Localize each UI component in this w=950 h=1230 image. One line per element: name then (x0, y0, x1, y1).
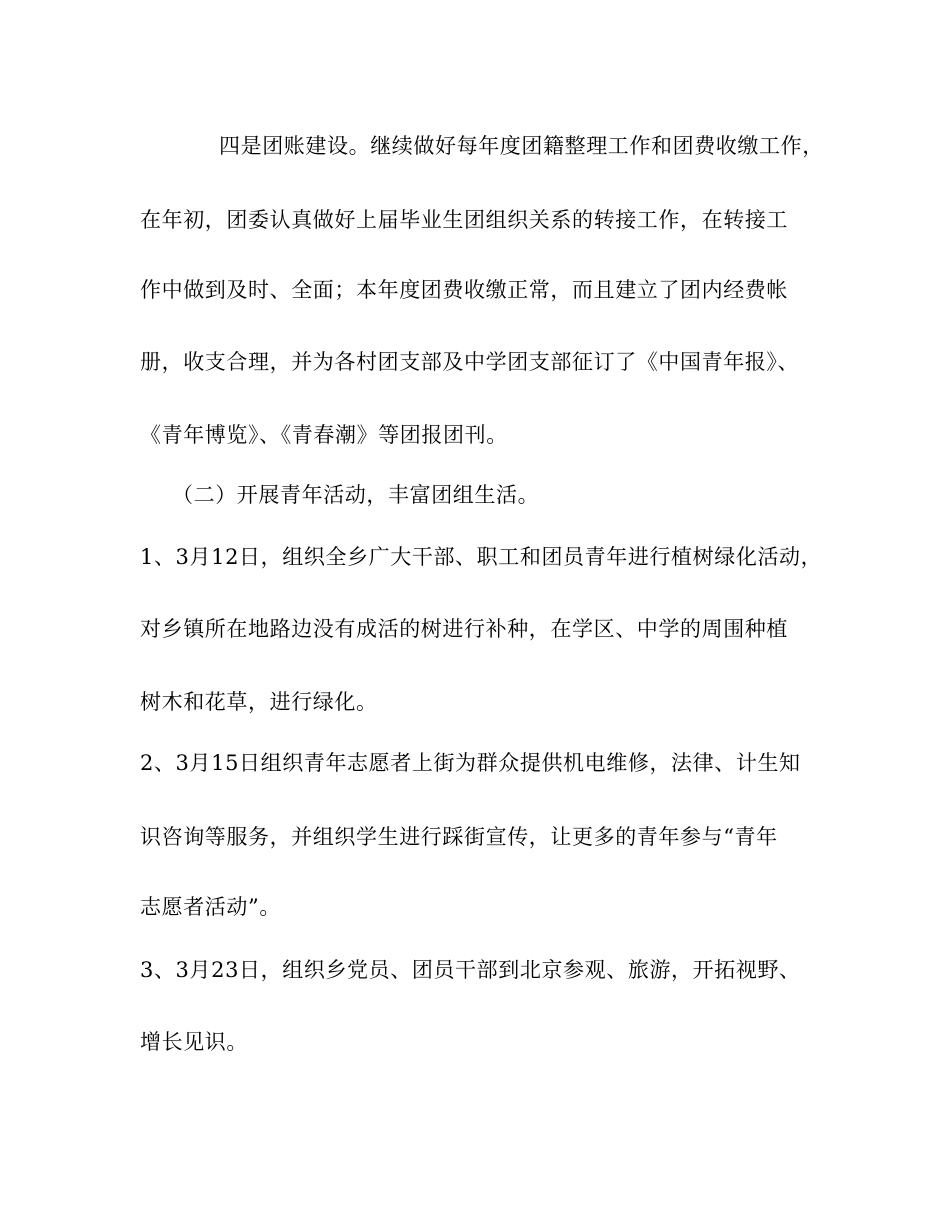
paragraph-line: 在年初，团委认真做好上届毕业生团组织关系的转接工作，在转接工 (140, 208, 788, 232)
paragraph-line: 作中做到及时、全面；本年度团费收缴正常，而且建立了团内经费帐 (140, 278, 788, 302)
list-item-line: 3、3月23日，组织乡党员、团员干部到北京参观、旅游，开拓视野、 (140, 958, 801, 982)
paragraph-line: 册，收支合理，并为各村团支部及中学团支部征订了《中国青年报》、 (140, 350, 800, 374)
list-item-line: 1、3月12日，组织全乡广大干部、职工和团员青年进行植树绿化活动， (140, 545, 823, 569)
list-item-line: 2、3月15日组织青年志愿者上街为群众提供机电维修，法律、计生知 (140, 751, 801, 775)
list-item-line: 识咨询等服务，并组织学生进行踩街宣传，让更多的青年参与“青年 (140, 825, 778, 849)
list-item-line: 对乡镇所在地路边没有成活的树进行补种，在学区、中学的周围种植 (140, 617, 788, 641)
paragraph-line: 《青年博览》、《青春潮》等团报团刊。 (140, 423, 508, 447)
list-item-line: 树木和花草，进行绿化。 (140, 690, 378, 714)
list-item-line: 增长见识。 (140, 1030, 248, 1054)
section-heading: （二）开展青年活动，丰富团组生活。 (172, 483, 540, 507)
paragraph-line: 四是团账建设。继续做好每年度团籍整理工作和团费收缴工作， (219, 134, 824, 158)
list-item-line: 志愿者活动”。 (140, 895, 281, 919)
